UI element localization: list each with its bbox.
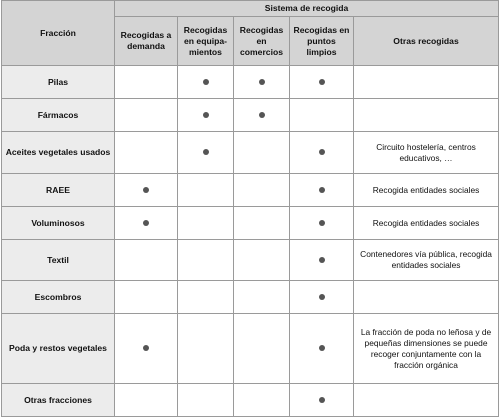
- cell-puntos-limpios: [290, 314, 354, 384]
- cell-demanda: [115, 314, 178, 384]
- collection-dot-icon: [319, 187, 325, 193]
- cell-puntos-limpios: [290, 384, 354, 417]
- cell-comercios: [234, 66, 290, 99]
- fraction-label: Fármacos: [2, 99, 115, 132]
- table-row-poda-y-restos-vegetales: [2, 314, 499, 384]
- cell-puntos-limpios: [290, 281, 354, 314]
- cell-equipamientos: [178, 174, 234, 207]
- cell-otras-recogidas: Circuito hostelería, centros educativos, …: [354, 132, 499, 174]
- table-body: [2, 66, 499, 417]
- cell-otras-recogidas: [354, 281, 499, 314]
- cell-equipamientos: [178, 384, 234, 417]
- header-fraccion: Fracción: [2, 1, 115, 66]
- cell-equipamientos: [178, 314, 234, 384]
- collection-dot-icon: [319, 79, 325, 85]
- cell-otras-recogidas: [354, 384, 499, 417]
- collection-dot-icon: [143, 345, 149, 351]
- cell-demanda: [115, 174, 178, 207]
- cell-equipamientos: [178, 281, 234, 314]
- cell-comercios: [234, 314, 290, 384]
- cell-otras-recogidas: Contenedores vía pública, recogida entidades sociales: [354, 240, 499, 281]
- cell-demanda: [115, 132, 178, 174]
- cell-demanda: [115, 99, 178, 132]
- cell-comercios: [234, 384, 290, 417]
- fraction-label: RAEE: [2, 174, 115, 207]
- fraction-label: Poda y restos vegetales: [2, 314, 115, 384]
- table-row-escombros: [2, 281, 499, 314]
- cell-puntos-limpios: [290, 66, 354, 99]
- collection-dot-icon: [319, 220, 325, 226]
- collection-dot-icon: [259, 79, 265, 85]
- collection-dot-icon: [319, 345, 325, 351]
- table-row-farmacos: [2, 99, 499, 132]
- table-row-otras-fracciones: [2, 384, 499, 417]
- header-recogidas-en-comercios: Recogidas en comercios: [234, 17, 290, 66]
- cell-comercios: [234, 207, 290, 240]
- cell-comercios: [234, 174, 290, 207]
- collection-dot-icon: [319, 257, 325, 263]
- fraction-label: Pilas: [2, 66, 115, 99]
- fraction-label: Escombros: [2, 281, 115, 314]
- cell-comercios: [234, 240, 290, 281]
- header-otras-recogidas: Otras recogidas: [354, 17, 499, 66]
- recycling-collection-table: [1, 0, 499, 417]
- collection-dot-icon: [259, 112, 265, 118]
- cell-puntos-limpios: [290, 99, 354, 132]
- cell-otras-recogidas: La fracción de poda no leñosa y de pequeñas dimensiones se puede recoger conjuntamente con la fracción orgánica: [354, 314, 499, 384]
- collection-dot-icon: [143, 187, 149, 193]
- header-recogidas-a-demanda: Recogidas a demanda: [115, 17, 178, 66]
- fraction-label: Voluminosos: [2, 207, 115, 240]
- collection-dot-icon: [143, 220, 149, 226]
- cell-demanda: [115, 66, 178, 99]
- cell-comercios: [234, 99, 290, 132]
- header-sistema-de-recogida: Sistema de recogida: [115, 1, 499, 17]
- table-row-voluminosos: [2, 207, 499, 240]
- table-row-raee: [2, 174, 499, 207]
- table-row-textil: [2, 240, 499, 281]
- fraction-label: Otras fracciones: [2, 384, 115, 417]
- cell-otras-recogidas: Recogida entidades sociales: [354, 207, 499, 240]
- collection-dot-icon: [319, 397, 325, 403]
- collection-dot-icon: [319, 149, 325, 155]
- cell-demanda: [115, 281, 178, 314]
- cell-demanda: [115, 207, 178, 240]
- cell-comercios: [234, 132, 290, 174]
- table-row-aceites-vegetales-usados: [2, 132, 499, 174]
- cell-puntos-limpios: [290, 174, 354, 207]
- cell-comercios: [234, 281, 290, 314]
- cell-puntos-limpios: [290, 240, 354, 281]
- cell-equipamientos: [178, 132, 234, 174]
- cell-equipamientos: [178, 207, 234, 240]
- table-row-pilas: [2, 66, 499, 99]
- cell-demanda: [115, 384, 178, 417]
- header-recogidas-en-puntos-limpios: Recogidas en puntos limpios: [290, 17, 354, 66]
- collection-dot-icon: [203, 149, 209, 155]
- fraction-label: Textil: [2, 240, 115, 281]
- cell-equipamientos: [178, 99, 234, 132]
- collection-dot-icon: [319, 294, 325, 300]
- cell-equipamientos: [178, 240, 234, 281]
- collection-dot-icon: [203, 79, 209, 85]
- cell-equipamientos: [178, 66, 234, 99]
- cell-otras-recogidas: [354, 66, 499, 99]
- collection-dot-icon: [203, 112, 209, 118]
- cell-otras-recogidas: Recogida entidades sociales: [354, 174, 499, 207]
- fraction-label: Aceites vegetales usados: [2, 132, 115, 174]
- cell-otras-recogidas: [354, 99, 499, 132]
- cell-demanda: [115, 240, 178, 281]
- header-recogidas-en-equipamientos: Recogidas en equipa-mientos: [178, 17, 234, 66]
- cell-puntos-limpios: [290, 207, 354, 240]
- cell-puntos-limpios: [290, 132, 354, 174]
